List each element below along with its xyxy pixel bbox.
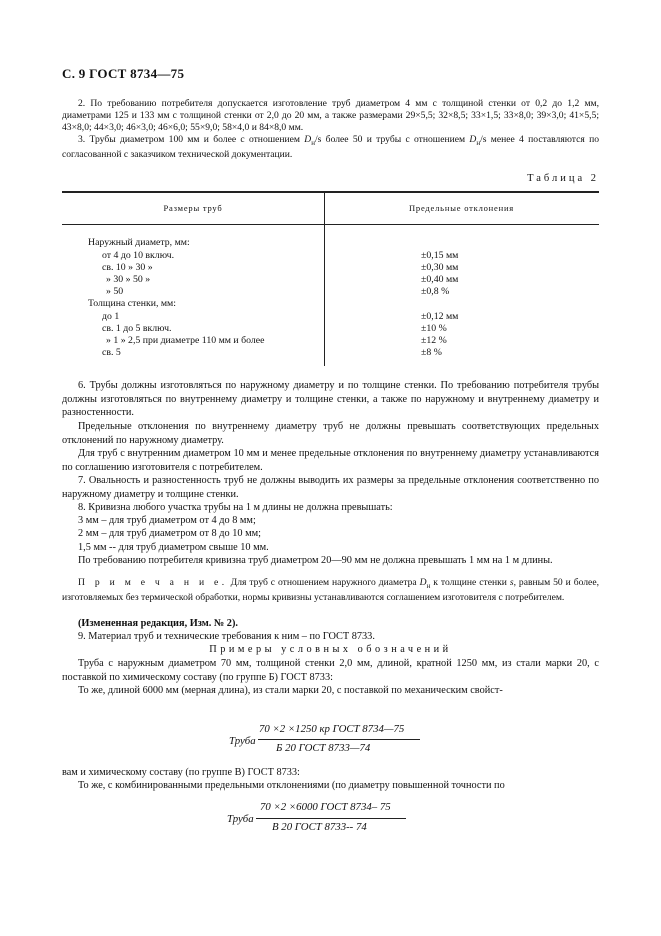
- formula-2-word: Труба: [227, 813, 254, 825]
- formula-1-numerator: 70 ×2 ×1250 кр ГОСТ 8734—75: [259, 723, 405, 735]
- example-2: То же, длиной 6000 мм (мерная длина), из стали марки 20, с поставкой по механическим свойст-: [78, 685, 503, 696]
- note-text-a: Для труб с отношением наружного диаметра: [227, 577, 420, 588]
- formula-2-numerator: 70 ×2 ×6000 ГОСТ 8734– 75: [260, 801, 391, 813]
- table-row-label: Наружный диаметр, мм:: [88, 237, 190, 248]
- note-text-c: , равным 50 и более, изготовляемых без термической обработки, нормы кривизны устанавливаются соглашением изготовителя с потребителем.: [62, 577, 599, 603]
- paragraph-2: 2. По требованию потребителя допускается изготовление труб диаметром 4 мм с толщиной стенки от 0,2 до 1,2 мм, диаметрами 125 и 133 мм с толщиной стенки от 2,0 до 20 мм, а также размерами 29×5,5; 32×8,5; 33×1,5; 33×8,0; 39×3,0; 41×5,5; 43×8,0; 44×3,0; 46×3,0; 46×6,0; 55×9,0; 58×4,0 и 84×8,0 мм.: [62, 98, 599, 133]
- examples-title: Примеры условных обозначений: [209, 644, 452, 655]
- table-row-label: » 50: [106, 286, 124, 297]
- page-header: С. 9 ГОСТ 8734—75: [62, 66, 185, 81]
- symbol-s: s: [509, 577, 514, 588]
- paragraph-3: [62, 134, 599, 161]
- table-header-rule: [62, 224, 599, 225]
- paragraph-6: 6. Трубы должны изготовляться по наружному диаметру и по толщине стенки. По требованию потребителя трубы должны изготовляться по внутреннему диаметру и толщине стенки, а также по наружному и внутреннему диаметру и разностенности.: [62, 380, 599, 418]
- note-label: П р и м е ч а н и е.: [78, 577, 228, 588]
- paragraph-3-text-a: 3. Трубы диаметром 100 мм и более с отношением: [78, 134, 300, 145]
- table-row-value: ±12 %: [421, 335, 447, 346]
- subscript-n: н: [426, 581, 431, 590]
- table-row-value: ±10 %: [421, 323, 447, 334]
- formula-2-denominator: В 20 ГОСТ 8733-- 74: [272, 821, 367, 833]
- table-row-label: Толщина стенки, мм:: [88, 298, 176, 309]
- table-caption: Таблица 2: [527, 173, 599, 184]
- formula-1-denominator: Б 20 ГОСТ 8733—74: [276, 742, 371, 754]
- example-2-continued: вам и химическому составу (по группе В) ГОСТ 8733:: [62, 767, 300, 778]
- formula-2-fraction-bar: [256, 818, 406, 819]
- table-row-value: ±0,12 мм: [421, 311, 459, 322]
- paragraph-6c: Для труб с внутренним диаметром 10 мм и менее предельные отклонения по внутреннему диаметру устанавливаются по соглашению изготовителя с потребителем.: [62, 448, 599, 473]
- table-column-divider: [324, 192, 325, 366]
- symbol-d: D: [304, 134, 312, 145]
- table-row-value: ±0,8 %: [421, 286, 450, 297]
- example-3: То же, с комбинированными предельными отклонениями (по диаметру повышенной точности по: [78, 780, 505, 791]
- subscript-n: н: [476, 138, 481, 147]
- curvature-item: 2 мм – для труб диаметром от 8 до 10 мм;: [78, 528, 261, 539]
- symbol-d: D: [419, 577, 427, 588]
- paragraph-8: 8. Кривизна любого участка трубы на 1 м длины не должна превышать:: [78, 502, 393, 513]
- paragraph-3-text-b: /s более 50 и трубы с отношением: [314, 134, 466, 145]
- table-row-label: от 4 до 10 включ.: [102, 250, 175, 261]
- paragraph-9: 9. Материал труб и технические требования к ним – по ГОСТ 8733.: [78, 631, 375, 642]
- table-row-value: ±0,15 мм: [421, 250, 459, 261]
- table-row-label: св. 10 » 30 »: [102, 262, 153, 273]
- table-col2-header: Предельные отклонения: [408, 203, 515, 213]
- formula-1-word: Труба: [229, 735, 256, 747]
- paragraph-6b: Предельные отклонения по внутреннему диаметру труб не должны превышать соответствующих предельных отклонений по наружному диаметру.: [62, 421, 599, 446]
- symbol-d: D: [469, 134, 477, 145]
- paragraph-7: 7. Овальность и разностенность труб не должны выводить их размеры за предельные отклонения соответственно по наружному диаметру и толщине стенки.: [62, 475, 599, 500]
- note-text-b: к толщине стенки: [430, 577, 510, 588]
- example-1: Труба с наружным диаметром 70 мм, толщиной стенки 2,0 мм, длиной, кратной 1250 мм, из стали марки 20, с поставкой по химическому составу (по группе Б) ГОСТ 8733:: [62, 658, 599, 683]
- table-row-label: св. 1 до 5 включ.: [102, 323, 172, 334]
- curvature-item: 3 мм – для труб диаметром от 4 до 8 мм;: [78, 515, 256, 526]
- note: [62, 577, 599, 604]
- table-col1-header: Размеры труб: [163, 203, 223, 213]
- table-row-label: св. 5: [102, 347, 121, 358]
- paragraph-3-text-c: /s менее 4 поставляются по согласованной с заказчиком технической документации.: [62, 134, 599, 160]
- table-row-value: ±0,40 мм: [421, 274, 459, 285]
- curvature-item: 1,5 мм -- для труб диаметром свыше 10 мм.: [78, 542, 269, 553]
- table-row-label: » 30 » 50 »: [106, 274, 151, 285]
- table-top-rule: [62, 191, 599, 193]
- formula-1-fraction-bar: [258, 739, 420, 740]
- subscript-n: н: [311, 138, 315, 147]
- changed-edition-note: (Измененная редакция, Изм. № 2).: [78, 618, 238, 629]
- table-row-value: ±8 %: [421, 347, 442, 358]
- table-row-label: » 1 » 2,5 при диаметре 110 мм и более: [106, 335, 265, 346]
- paragraph-8b: По требованию потребителя кривизна труб диаметром 20—90 мм не должна превышать 1 мм на 1 м длины.: [78, 555, 553, 566]
- table-row-label: до 1: [102, 311, 120, 322]
- table-row-value: ±0,30 мм: [421, 262, 459, 273]
